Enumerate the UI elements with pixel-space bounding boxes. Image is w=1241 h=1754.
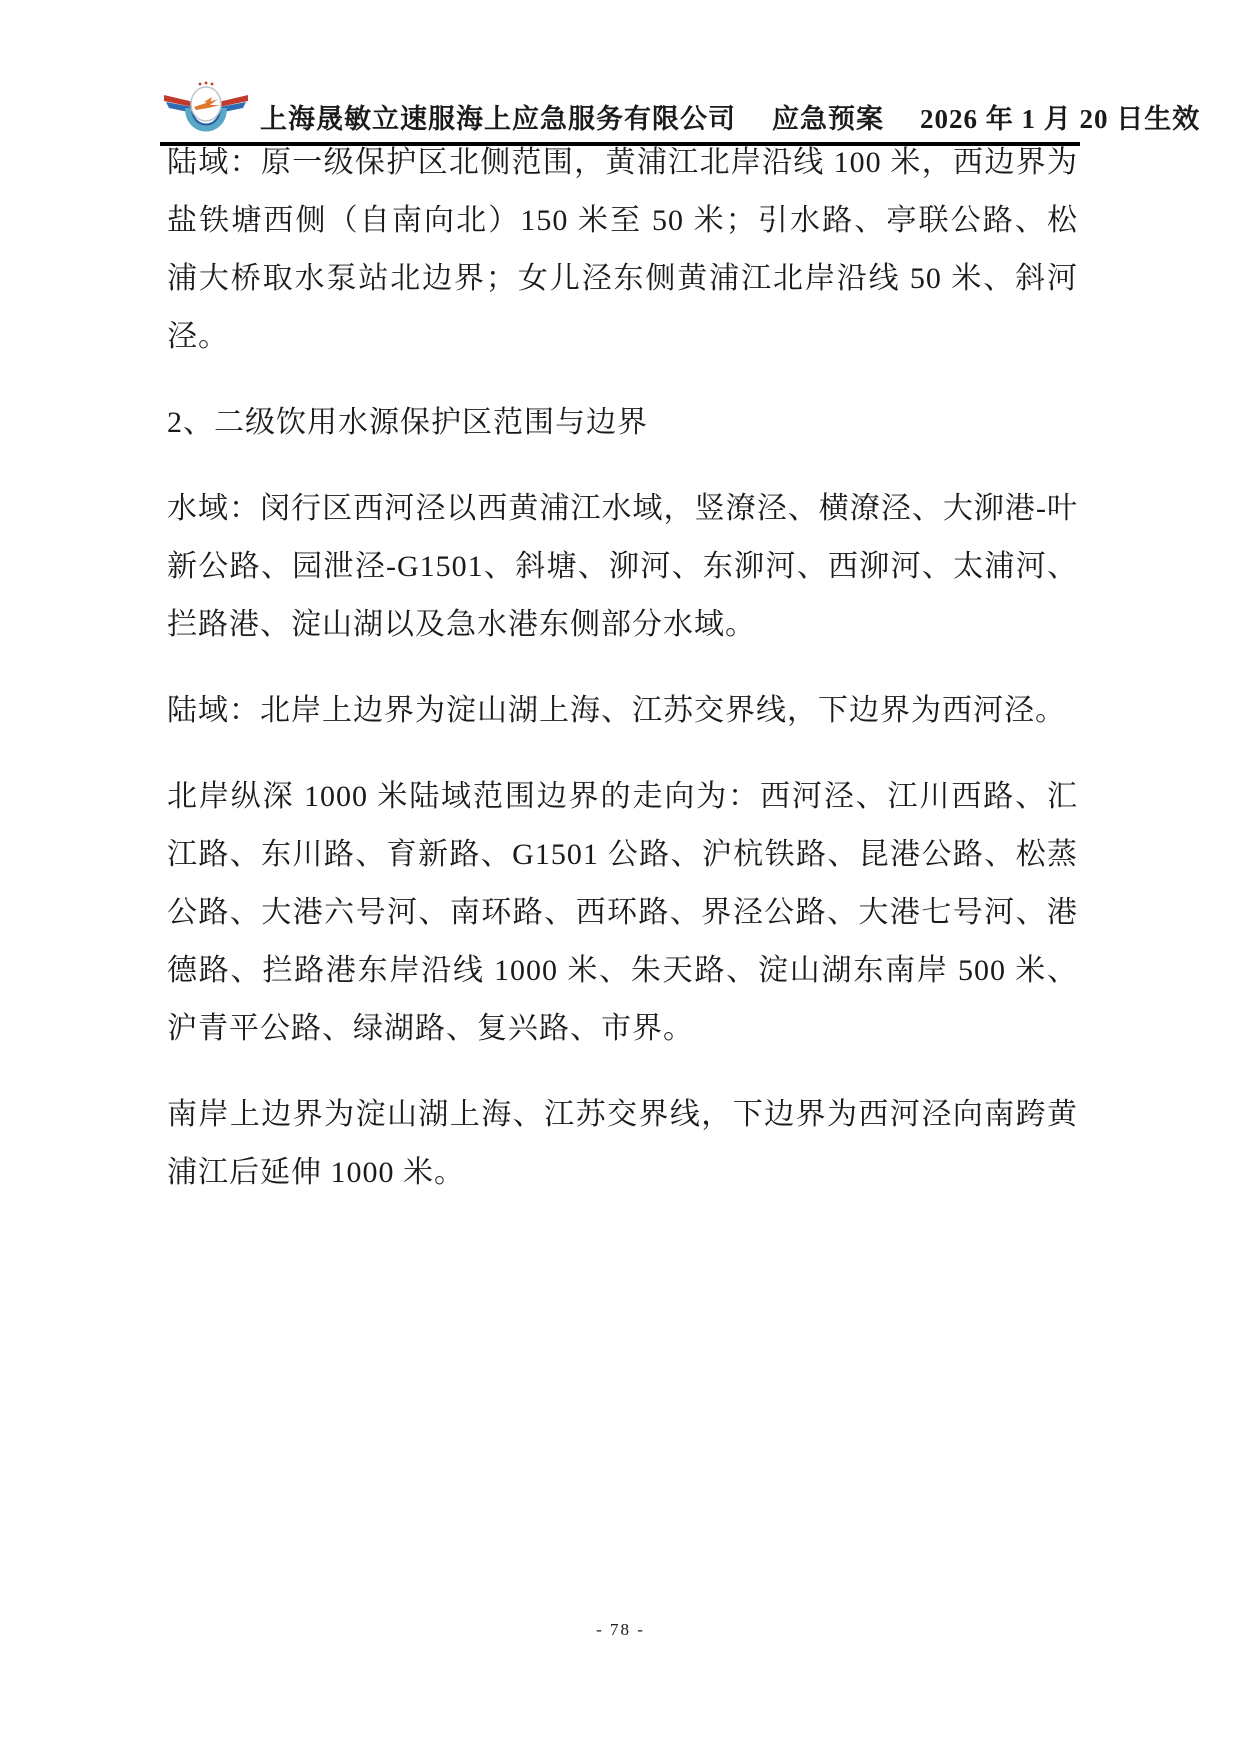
body-paragraph-land-area: 陆域：北岸上边界为淀山湖上海、江苏交界线，下边界为西河泾。 <box>167 694 1066 727</box>
body-paragraph-north-bank: 北岸纵深 1000 米陆域范围边界的走向为：西河泾、江川西路、汇江路、东川路、育新路、G1501 公路、沪杭铁路、昆港公路、松蒸公路、大港六号河、南环路、西环路、界泾公路、大港七号河、港德路、拦路港东岸沿线 1000 米、朱天路、淀山湖东南岸 500 米、沪青平公路、绿湖路、复兴路、市界。 <box>167 780 1078 1045</box>
effective-date: 2026 年 1 月 20 日生效 <box>920 104 1201 134</box>
page-footer <box>0 1620 1241 1640</box>
body-paragraph-south-bank: 南岸上边界为淀山湖上海、江苏交界线，下边界为西河泾向南跨黄浦江后延伸 1000 米。 <box>167 1098 1078 1189</box>
body-paragraph-water-area: 水域：闵行区西河泾以西黄浦江水域，竖潦泾、横潦泾、大泖港-叶新公路、园泄泾-G1501、斜塘、泖河、东泖河、西泖河、太浦河、拦路港、淀山湖以及急水港东侧部分水域。 <box>167 492 1078 641</box>
company-name: 上海晟敏立速服海上应急服务有限公司 <box>260 104 736 134</box>
document-body <box>167 134 1078 1230</box>
body-paragraph-land-first: 陆域：原一级保护区北侧范围，黄浦江北岸沿线 100 米，西边界为盐铁塘西侧（自南向北）150 米至 50 米；引水路、亭联公路、松浦大桥取水泵站北边界；女儿泾东侧黄浦江北岸沿线 50 米、斜河泾。 <box>167 146 1078 353</box>
document-type-label: 应急预案 <box>772 104 884 134</box>
page-number: - 78 - <box>596 1620 645 1639</box>
section-heading-2: 2、二级饮用水源保护区范围与边界 <box>167 406 648 439</box>
